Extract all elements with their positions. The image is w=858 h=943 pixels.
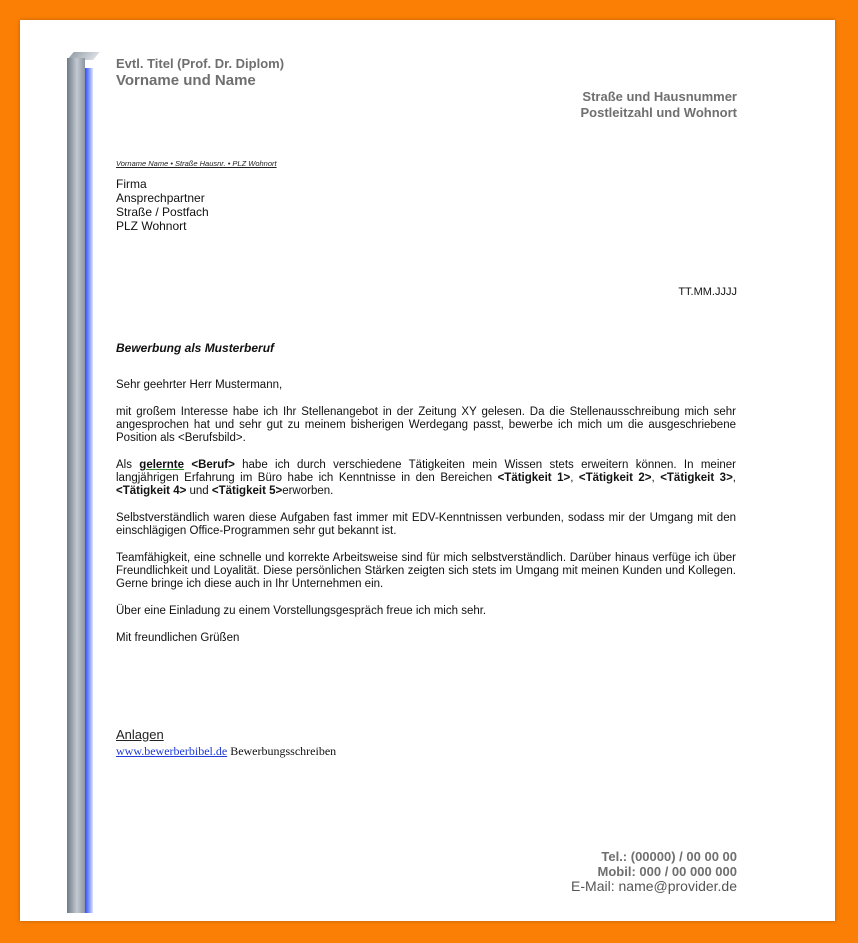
paragraph-4: Teamfähigkeit, eine schnelle und korrekte Arbeitsweise sind für mich selbstverständlich. Darüber hinaus verfüge ich über Freundlichkeit und Loyalität. Diese persönlichen Stärken zeigten sich stets im Umgang mit meinen Kunden und Kollegen. Gerne bringe ich diese auch in Ihr Unternehmen ein.: [116, 552, 736, 590]
p2-activity-4: <Tätigkeit 4>: [116, 485, 187, 497]
side-bar-grey: [67, 58, 85, 913]
p2-and: und: [186, 485, 212, 497]
header-title-line: Evtl. Titel (Prof. Dr. Diplom): [116, 56, 285, 71]
letter-page: [20, 20, 835, 921]
letter-date: TT.MM.JJJJ: [678, 286, 737, 298]
paragraph-2: Als gelernte <Beruf> habe ich durch verschiedene Tätigkeiten mein Wissen stets erweitern können. In meiner langjährigen Erfahrung im Büro habe ich Kenntnisse in den Bereichen <Tätigkeit 1>, <Tätigkeit 2>, <Tätigkeit 3>, <Tätigkeit 4> und <Tätigkeit 5>erworben.: [116, 459, 736, 497]
header-street: Straße und Hausnummer: [582, 89, 737, 104]
decorative-side-bar: [67, 58, 97, 913]
letter-subject: Bewerbung als Musterberuf: [116, 341, 275, 355]
contact-block: [571, 849, 737, 894]
letter-body: [116, 379, 736, 659]
p2-prefix: Als: [116, 459, 140, 471]
contact-email: E-Mail: name@provider.de: [571, 878, 737, 894]
bewerberbibel-link[interactable]: www.bewerberbibel.de: [116, 744, 228, 758]
p2-beruf: <Beruf>: [184, 459, 235, 471]
closing: Mit freundlichen Grüßen: [116, 632, 240, 644]
recipient-company: Firma: [116, 177, 147, 191]
salutation: Sehr geehrter Herr Mustermann,: [116, 379, 283, 391]
header-address: [581, 89, 737, 121]
sender-return-line: Vorname Name • Straße Hausnr. • PLZ Wohnort: [116, 159, 277, 168]
contact-mobile: Mobil: 000 / 00 000 000: [597, 864, 737, 879]
attachments-suffix: Bewerbungsschreiben: [227, 744, 337, 758]
p2-activity-2: <Tätigkeit 2>: [578, 472, 652, 484]
p2-mid: habe ich durch verschiedene Tätigkeiten mein Wissen stets erweitern können. In meiner langjährigen Erfahrung im Büro habe ich Kenntnisse in den Bereichen: [116, 459, 736, 484]
p2-activity-1: <Tätigkeit 1>: [497, 472, 571, 484]
header-name-line: Vorname und Name: [116, 72, 256, 89]
side-bar-blue: [85, 68, 93, 913]
recipient-contact: Ansprechpartner: [116, 191, 205, 205]
attachments-label: Anlagen: [116, 727, 164, 742]
paragraph-1: mit großem Interesse habe ich Ihr Stellenangebot in der Zeitung XY gelesen. Da die Stellenausschreibung mich sehr angesprochen hat und sehr gut zu meinem bisherigen Werdegang passt, bewerbe ich mich um die ausgeschriebene Position als <Berufsbild>.: [116, 406, 736, 444]
recipient-street: Straße / Postfach: [116, 205, 209, 219]
paragraph-3: Selbstverständlich waren diese Aufgaben fast immer mit EDV-Kenntnissen verbunden, sodass mir der Umgang mit den einschlägigen Office-Programmen sehr gut bekannt ist.: [116, 512, 736, 537]
p2-suffix: erworben.: [282, 485, 334, 497]
p2-learned: gelernte: [139, 459, 185, 471]
paragraph-5: Über eine Einladung zu einem Vorstellungsgespräch freue ich mich sehr.: [116, 605, 487, 617]
p2-activity-3: <Tätigkeit 3>: [660, 472, 733, 484]
p2-activity-5: <Tätigkeit 5>: [211, 485, 283, 497]
recipient-address: [116, 177, 209, 233]
attachments-line: [116, 744, 336, 759]
recipient-city: PLZ Wohnort: [116, 219, 187, 233]
contact-phone: Tel.: (00000) / 00 00 00: [601, 849, 737, 864]
header-city: Postleitzahl und Wohnort: [580, 105, 737, 120]
